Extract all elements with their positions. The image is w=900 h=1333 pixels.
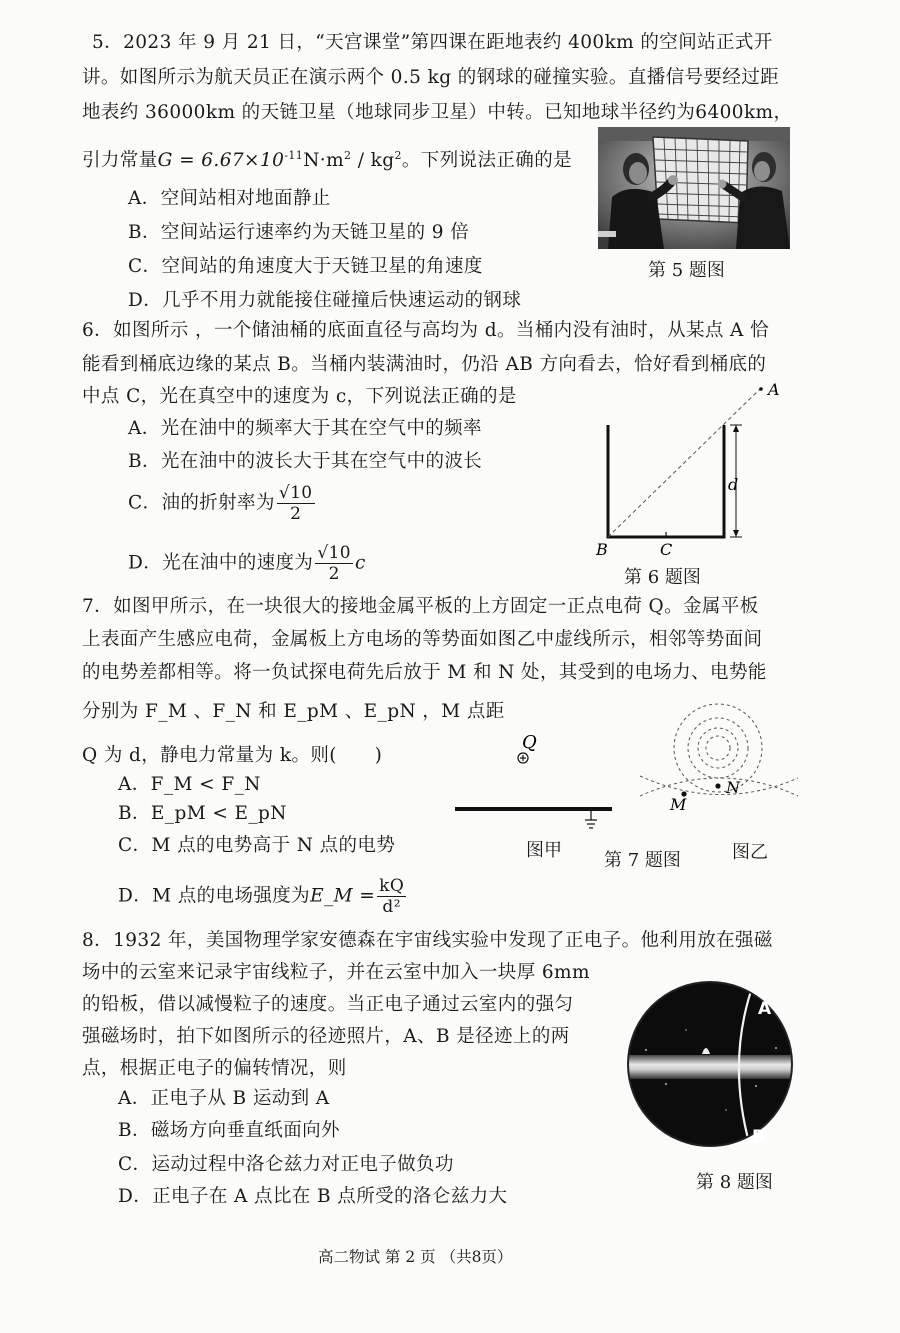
q7-figure-caption: 第 7 题图 — [604, 850, 681, 871]
q5-option-a[interactable]: A．空间站相对地面静止 — [128, 188, 331, 209]
lead-plate — [626, 1055, 794, 1079]
point-a-dot — [759, 387, 763, 391]
q8-line-1: 8．1932 年，美国物理学家安德森在宇宙线实验中发现了正电子。他利用放在强磁 — [82, 930, 773, 951]
q6-option-d-fraction — [315, 543, 353, 584]
q6-option-d-denominator: 2 — [328, 564, 340, 584]
metal-plate — [455, 807, 612, 811]
q8-option-d[interactable]: D．正电子在 A 点比在 B 点所受的洛仑兹力大 — [118, 1186, 508, 1207]
q6-option-a[interactable]: A．光在油中的频率大于其在空气中的频率 — [128, 418, 482, 439]
q7-caption-jia: 图甲 — [526, 840, 562, 861]
label-a: A — [768, 380, 780, 399]
label-c: C — [660, 540, 673, 559]
q5-figure-caption: 第 5 题图 — [648, 260, 725, 281]
q7-option-d-lhs: E_M = — [310, 885, 376, 907]
q8-option-b[interactable]: B．磁场方向垂直纸面向外 — [118, 1120, 340, 1141]
q7-option-a[interactable]: A．F_M < F_N — [118, 774, 261, 795]
q6-barrel-diagram — [590, 380, 790, 560]
q5-line-2: 讲。如图所示为航天员正在演示两个 0.5 kg 的钢球的碰撞实验。直播信号要经过距 — [82, 67, 780, 88]
q8-cloud-chamber-photo — [626, 980, 794, 1148]
q8-line-3: 的铅板，借以减慢粒子的速度。当正电子通过云室内的强匀 — [82, 994, 574, 1015]
q6-option-d-c: c — [355, 552, 366, 574]
q8-option-a[interactable]: A．正电子从 B 运动到 A — [118, 1088, 330, 1109]
label-n: N — [726, 778, 740, 797]
q7-line-2: 上表面产生感应电荷，金属板上方电场的等势面如图乙中虚线所示，相邻等势面间 — [82, 629, 763, 650]
q6-figure-caption: 第 6 题图 — [624, 567, 701, 588]
q5-option-b[interactable]: B．空间站运行速率约为天链卫星的 9 倍 — [128, 222, 470, 243]
q7-line-4: 分别为 F_M 、F_N 和 E_pM 、E_pN ，M 点距 — [82, 701, 505, 722]
label-d: d — [728, 475, 739, 494]
q8-line-5: 点，根据正电子的偏转情况，则 — [82, 1058, 347, 1079]
q7-option-d[interactable] — [118, 876, 408, 917]
q5-line-4-prefix: 引力常量 — [82, 150, 158, 172]
q5-option-d[interactable]: D．几乎不用力就能接住碰撞后快速运动的钢球 — [128, 290, 522, 311]
q6-option-c[interactable] — [128, 483, 317, 524]
sight-line-ab — [608, 389, 760, 537]
label-b: B — [596, 540, 608, 559]
q6-option-b[interactable]: B．光在油中的波长大于其在空气中的波长 — [128, 451, 483, 472]
q7-option-d-numerator: kQ — [379, 876, 405, 896]
q6-option-c-denominator: 2 — [290, 504, 302, 524]
page-footer: 高二物试 第 2 页 （共8页） — [318, 1248, 513, 1266]
track-label-b: B — [752, 1127, 765, 1147]
label-q: Q — [522, 732, 537, 753]
q6-option-d-text: D．光在油中的速度为 — [128, 552, 314, 574]
q5-option-c[interactable]: C．空间站的角速度大于天链卫星的角速度 — [128, 256, 483, 277]
q5-gravity-constant: G = 6.67×10 — [157, 150, 285, 172]
q5-line-1: 5．2023 年 9 月 21 日，“天宫课堂”第四课在距地表约 400km 的空间站正式开 — [92, 32, 773, 53]
q6-option-c-fraction — [277, 483, 315, 524]
q7-figure-jia — [450, 730, 620, 830]
q5-unit-kg-sq: 2 — [394, 149, 402, 162]
q5-unit-nm: N·m — [303, 150, 345, 172]
q6-option-c-numerator: √10 — [278, 483, 313, 503]
q5-unit-kg: / kg — [351, 150, 395, 172]
q5-astronaut-photo — [598, 127, 790, 249]
q6-option-d-numerator: √10 — [317, 543, 352, 563]
q7-option-c[interactable]: C．M 点的电势高于 N 点的电势 — [118, 835, 396, 856]
q6-line-3: 中点 C，光在真空中的速度为 c，下列说法正确的是 — [82, 386, 517, 407]
q5-gravity-exponent: -11 — [284, 149, 304, 162]
q8-option-c[interactable]: C．运动过程中洛仑兹力对正电子做负功 — [118, 1154, 454, 1175]
ground-icon — [585, 811, 597, 828]
q7-line-1: 7．如图甲所示，在一块很大的接地金属平板的上方固定一正点电荷 Q。金属平板 — [82, 596, 759, 617]
q8-line-4: 强磁场时，拍下如图所示的径迹照片，A、B 是径迹上的两 — [82, 1026, 570, 1047]
q7-figure-yi — [636, 700, 806, 820]
q7-caption-yi: 图乙 — [732, 842, 768, 863]
equipotential-lines — [640, 704, 798, 796]
q5-line-3: 地表约 36000km 的天链卫星（地球同步卫星）中转。已知地球半径约为6400km， — [82, 102, 793, 123]
point-n-dot — [715, 783, 720, 788]
q7-line-3: 的电势差都相等。将一负试探电荷先后放于 M 和 N 处，其受到的电场力、电势能 — [82, 662, 767, 683]
q6-option-c-text: C．油的折射率为 — [128, 492, 275, 514]
q7-line-5: Q 为 d，静电力常量为 k。则( ) — [82, 745, 383, 766]
q7-option-b[interactable]: B．E_pM < E_pN — [118, 803, 287, 824]
q6-line-1: 6．如图所示 ，一个储油桶的底面直径与高均为 d。当桶内没有油时，从某点 A 恰 — [82, 320, 769, 341]
q5-line-4 — [82, 143, 572, 174]
q7-option-d-fraction — [377, 876, 406, 917]
label-m: M — [670, 795, 687, 814]
track-label-a: A — [758, 999, 772, 1019]
q8-line-2: 场中的云室来记录宇宙线粒子，并在云室中加入一块厚 6mm — [82, 962, 590, 983]
q8-figure-caption: 第 8 题图 — [696, 1172, 773, 1193]
q5-unit-m-sq: 2 — [344, 149, 352, 162]
q7-option-d-text: D．M 点的电场强度为 — [118, 885, 311, 907]
q5-line-4-suffix: 。下列说法正确的是 — [401, 150, 572, 172]
q6-option-d[interactable] — [128, 543, 366, 584]
q6-line-2: 能看到桶底边缘的某点 B。当桶内装满油时，仍沿 AB 方向看去，恰好看到桶底的 — [82, 354, 767, 375]
q7-option-d-denominator: d² — [382, 897, 401, 917]
